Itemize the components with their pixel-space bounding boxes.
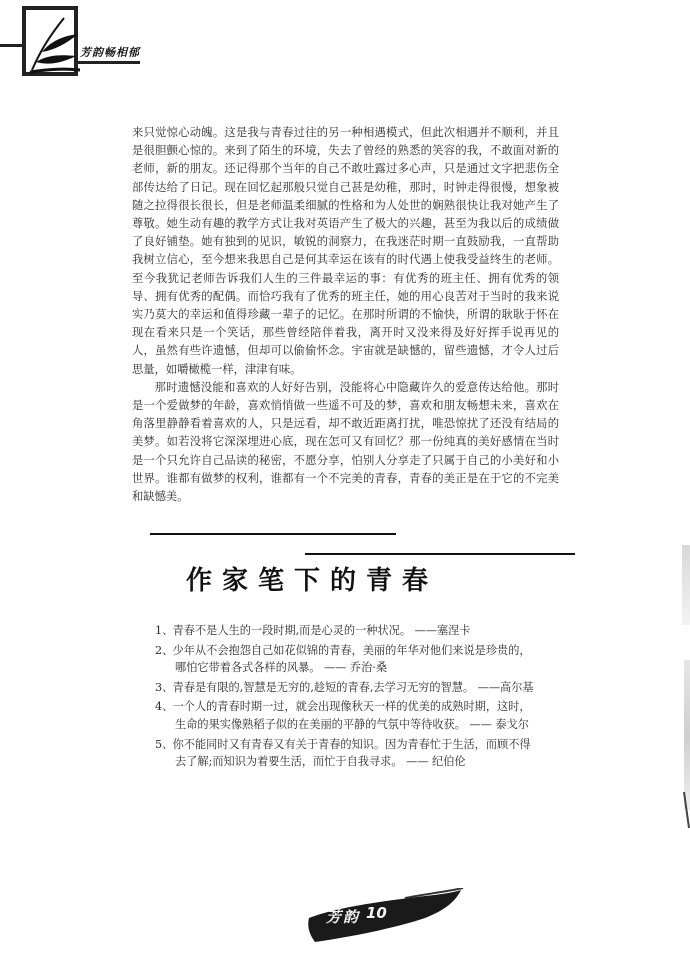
quote-item [155,622,595,640]
quote-text-continued: 哪怕它带着各式各样的风暴。 —— 乔治·桑 [175,661,388,675]
essay-paragraph: 那时遗憾没能和喜欢的人好好告别，没能将心中隐藏许久的爱意传达给他。那时是一个爱做梦的年龄，喜欢悄悄做一些遥不可及的梦，喜欢和朋友畅想未来，喜欢在角落里静静看着喜欢的人，只是远看，却不敢近距离打扰，唯恐惊扰了还没有结局的美梦。如若没将它深深埋进心底，现在怎可又有回忆？那一份纯真的美好感情在当时是一个只允许自己品读的秘密，不愿分享，怕别人分享走了只属于自己的小美好和小世界。谁都有做梦的权利，谁都有一个不完美的青春，青春的美正是在于它的不完美和缺憾美。 [132,380,559,504]
quote-list [155,622,595,773]
margin-decoration [684,660,690,810]
quote-text-continued: 生命的果实像熟稻子似的在美丽的平静的气氛中等待收获。 —— 泰戈尔 [175,717,529,731]
column-title: 芳韵畅相郁 [80,46,140,59]
quote-item [155,698,595,733]
header-right-bar [78,61,140,64]
footer-label: 芳韵 [326,908,361,926]
bamboo-brush-icon [26,12,82,74]
quote-number: 1、 [155,624,174,637]
quote-item [155,736,595,771]
essay-body [132,124,559,506]
quote-text: 你不能同时又有青春又有关于青春的知识。因为青春忙于生活，而顾不得 [172,737,531,751]
heading-rule-bottom [305,553,575,555]
essay-paragraph: 来只觉惊心动魄。这是我与青春过往的另一种相遇模式，但此次相遇并不顺利，并且是很胆颤心惊的。来到了陌生的环境，失去了曾经的熟悉的笑容的我，不敢面对新的老师，新的朋友。还记得那个当年的自己不敢吐露过多心声，只是通过文字把悲伤全部传达给了日记。现在回忆起那般只觉自己甚是幼稚，那时，时钟走得很慢，想象被随之拉得很长很长，但是老师温柔细腻的性格和为人处世的娴熟很快让我对她产生了尊敬。她生动有趣的教学方式让我对英语产生了极大的兴趣，甚至为我以后的成绩做了良好铺垫。她有独到的见识，敏锐的洞察力，在我迷茫时期一直鼓励我，一直帮助我树立信心，至今想来我思自己是何其幸运在该有的时代遇上使我受益终生的老师。至今我犹记老师告诉我们人生的三件最幸运的事：有优秀的班主任、拥有优秀的领导、拥有优秀的配偶。而恰巧我有了优秀的班主任，她的用心良苦对于当时的我来说实乃莫大的幸运和值得珍藏一辈子的记忆。在那时所谓的不愉快，所谓的耿耿于怀在现在看来只是一个笑话，那些曾经陪伴着我，离开时又没来得及好好挥手说再见的人，虽然有些许遗憾，但却可以偷偷怀念。宇宙就是缺憾的，留些遗憾，才令人过后思量，如嚼橄榄一样，津津有味。 [132,126,559,376]
quote-text: 青春是有限的,智慧是无穷的,趁短的青春,去学习无穷的智慧。 ——高尔基 [172,680,534,694]
quote-item [155,679,595,697]
quote-number: 5、 [155,737,174,751]
margin-decoration [682,545,690,625]
quote-number: 2、 [155,643,174,657]
header-left-bar [0,44,24,47]
quote-number: 3、 [155,680,174,694]
page-number: 10 [366,904,387,922]
quote-text: 青春不是人生的一段时期,而是心灵的一种状况。 ——塞涅卡 [172,624,471,637]
quote-number: 4、 [155,700,174,714]
margin-brush-icon [683,790,690,830]
quote-text-continued: 去了解;而知识为着要生活，而忙于自我寻求。 —— 纪伯伦 [175,755,466,769]
quote-text: 一个人的青春时期一过，就会出现像秋天一样的优美的成熟时期，这时， [172,700,531,714]
quote-item [155,642,595,677]
heading-rule-top [150,533,396,535]
section-title: 作家笔下的青春 [186,566,439,596]
quote-text: 少年从不会抱怨自己如花似锦的青春，美丽的年华对他们来说是珍贵的， [172,643,531,657]
